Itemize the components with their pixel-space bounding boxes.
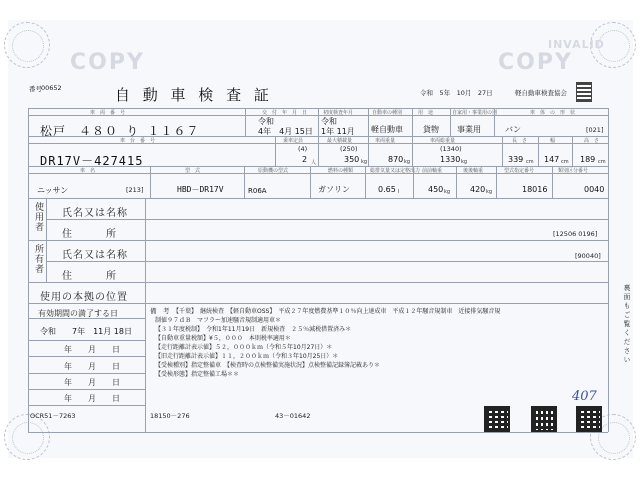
vehicle-plate-number: 松戸 ４８０ り １１６７ — [40, 124, 200, 138]
label-type-approval: 型式指定番号 — [504, 168, 535, 174]
validity-row-year: 年 — [64, 362, 72, 371]
owner-code: [90040] — [575, 252, 601, 260]
height-unit: cm — [598, 159, 606, 165]
serial-label: 番号 — [29, 85, 42, 93]
issue-era: 令和 — [258, 117, 274, 126]
copy-watermark: COPY — [498, 50, 573, 75]
label-displacement: 総排気量又は定格出力 — [370, 168, 421, 174]
copy-watermark: COPY — [70, 50, 145, 75]
owner-address-label: 住 所 — [62, 271, 117, 282]
length-unit: cm — [526, 159, 534, 165]
owner-label: 所有者 — [33, 244, 43, 274]
max-load-unit: kg — [361, 159, 368, 165]
validity-row-year: 年 — [64, 394, 72, 403]
rear-axle-unit: kg — [486, 189, 493, 195]
validity-date: 7年 11月 18日 — [72, 327, 132, 336]
qr-code — [484, 406, 510, 432]
displacement-unit: l — [398, 189, 400, 195]
label-front-axle: 前前軸重 — [422, 168, 443, 174]
remarks-line: 【受検種別】指定整備車 【検査時の点検整備実施状況】点検整備記録簿記載あり＊ — [155, 362, 381, 369]
user-label: 使用者 — [33, 202, 43, 232]
label-rear-axle: 後後軸重 — [463, 168, 484, 174]
footer-code-1: OCR51－7263 — [30, 412, 76, 420]
remarks-line: 【３１年度税制】 令和1年11月19日 新規検査 ２５％減税措置済み＊ — [155, 326, 352, 333]
gross-weight-unit: kg — [461, 159, 468, 165]
label-fuel: 燃料の種類 — [328, 168, 354, 174]
footer-code-2: 18150－276 — [150, 412, 190, 420]
label-first-registration: 初度検査年月 — [323, 110, 354, 116]
capacity-top: (4) — [298, 145, 308, 153]
max-load-top: (250) — [340, 145, 358, 153]
validity-row-year: 年 — [64, 345, 72, 354]
label-body-shape: 車 体 の 形 状 — [530, 110, 576, 116]
label-gross-weight: 車両総重量 — [430, 138, 456, 144]
gross-weight-value: 1330 — [440, 155, 461, 164]
side-note: 裏面もご覧ください — [623, 284, 631, 365]
label-engine-model: 原動機の型式 — [258, 168, 289, 174]
validity-row-month: 月 — [88, 362, 96, 371]
vehicle-body-shape: バン — [505, 125, 521, 134]
validity-row-day: 日 — [112, 362, 120, 371]
label-use: 用 途 — [418, 110, 434, 116]
remarks-line: 制値９７ｄＢ マフラー加速騒音規制適用車＊ — [155, 317, 282, 324]
validity-label: 有効期間の満了する日 — [38, 309, 118, 318]
width-unit: cm — [561, 159, 569, 165]
handwritten-number: 407 — [572, 389, 597, 404]
qr-code — [576, 406, 602, 432]
vehicle-weight-value: 870 — [388, 155, 404, 164]
invalid-watermark: INVALID — [548, 38, 605, 51]
remarks-line: 【受検形態】指定整備工場＊＊ — [155, 371, 240, 378]
label-maker: 車 名 — [80, 168, 96, 174]
user-name-label: 氏名又は名称 — [62, 208, 128, 219]
vehicle-weight-unit: kg — [404, 159, 411, 165]
width-value: 147 — [544, 155, 560, 164]
vehicle-type-class: 軽自動車 — [371, 125, 403, 134]
issuer-name: 軽自動車検査協会 — [515, 89, 567, 97]
label-vehicle-no: 車 両 番 号 — [90, 110, 126, 116]
user-code: [12506 0196] — [553, 230, 598, 238]
chassis-number: DR17V－427415 — [40, 154, 144, 168]
remarks-line: 【千葉】 継続検査 【軽自動車OSS】 平成２７年度燃費基準１０％向上達成車 平成１２年騒音規制車 近接排気騒音規 — [173, 308, 501, 315]
qr-code — [531, 406, 557, 432]
label-capacity: 乗車定員 — [283, 138, 304, 144]
validity-row-day: 日 — [112, 394, 120, 403]
label-max-load: 最大積載量 — [327, 138, 353, 144]
user-address-label: 住 所 — [62, 229, 117, 240]
issue-date: 令和 5年 10月 27日 — [420, 89, 493, 97]
front-axle-unit: kg — [444, 189, 451, 195]
first-reg-era: 令和 — [321, 117, 337, 126]
corner-ornament — [4, 414, 50, 460]
height-value: 189 — [580, 155, 596, 164]
fuel-type: ガソリン — [318, 185, 350, 194]
model-code: HBD－DR17V — [177, 185, 224, 194]
validity-row-month: 月 — [88, 378, 96, 387]
front-axle-value: 450 — [428, 185, 444, 194]
label-vehicle-weight: 車両重量 — [375, 138, 396, 144]
corner-ornament — [4, 22, 50, 68]
label-type-class: 自動車の種別 — [372, 110, 403, 116]
issuer-seal — [576, 82, 592, 102]
validity-row-day: 日 — [112, 345, 120, 354]
vehicle-private-business: 事業用 — [457, 125, 481, 134]
validity-row-year: 年 — [64, 378, 72, 387]
capacity-value: 2 — [302, 155, 308, 164]
maker-name: ニッサン — [37, 186, 69, 195]
displacement-value: 0.65 — [378, 185, 396, 194]
gross-weight-top: (1340) — [440, 145, 462, 153]
length-value: 339 — [508, 155, 524, 164]
first-reg-date: 1年 11月 — [321, 127, 355, 136]
issue-date-value: 4年 4月 15日 — [258, 127, 313, 136]
vehicle-use: 貨物 — [423, 125, 439, 134]
label-chassis-no: 車 台 番 号 — [120, 138, 156, 144]
remarks-label: 備 考 — [150, 307, 170, 315]
validity-row-month: 月 — [88, 394, 96, 403]
document-title: 自 動 車 検 査 証 — [115, 86, 273, 104]
footer-code-3: 43－01642 — [275, 412, 311, 420]
body-shape-code: [021] — [586, 126, 604, 134]
label-issue-date: 交 付 年 月 日 — [262, 110, 308, 116]
owner-name-label: 氏名又は名称 — [62, 250, 128, 261]
remarks-line: 【自動車重量税額】¥５，０００ 本則税率適用＊ — [155, 335, 291, 342]
capacity-unit: 人 — [311, 160, 317, 166]
validity-row-day: 日 — [112, 378, 120, 387]
validity-row-month: 月 — [88, 345, 96, 354]
base-location-label: 使用の本拠の位置 — [40, 292, 128, 303]
max-load-value: 350 — [344, 155, 360, 164]
maker-code: [213] — [126, 186, 144, 194]
type-approval-no: 18016 — [522, 185, 548, 194]
label-private-business: 自家用・事業用の別 — [452, 110, 498, 116]
category-no: 0040 — [584, 185, 605, 194]
label-height: 高 さ — [584, 138, 600, 144]
rear-axle-value: 420 — [470, 185, 486, 194]
validity-era: 令和 — [40, 327, 56, 336]
label-model: 型 式 — [185, 168, 201, 174]
engine-model: R06A — [248, 187, 267, 195]
label-length: 長 さ — [512, 138, 528, 144]
remarks-line: 【旧走行距離計表示値】１１，２００ｋｍ（令和３年10月25日）＊ — [155, 353, 339, 360]
label-width: 幅 — [550, 138, 556, 144]
label-category-no: 類別区分番号 — [558, 168, 589, 174]
serial-number: 00652 — [41, 84, 62, 92]
remarks-line: 【走行距離計表示値】５２，０００ｋｍ（令和５年10月27日）＊ — [155, 344, 333, 351]
